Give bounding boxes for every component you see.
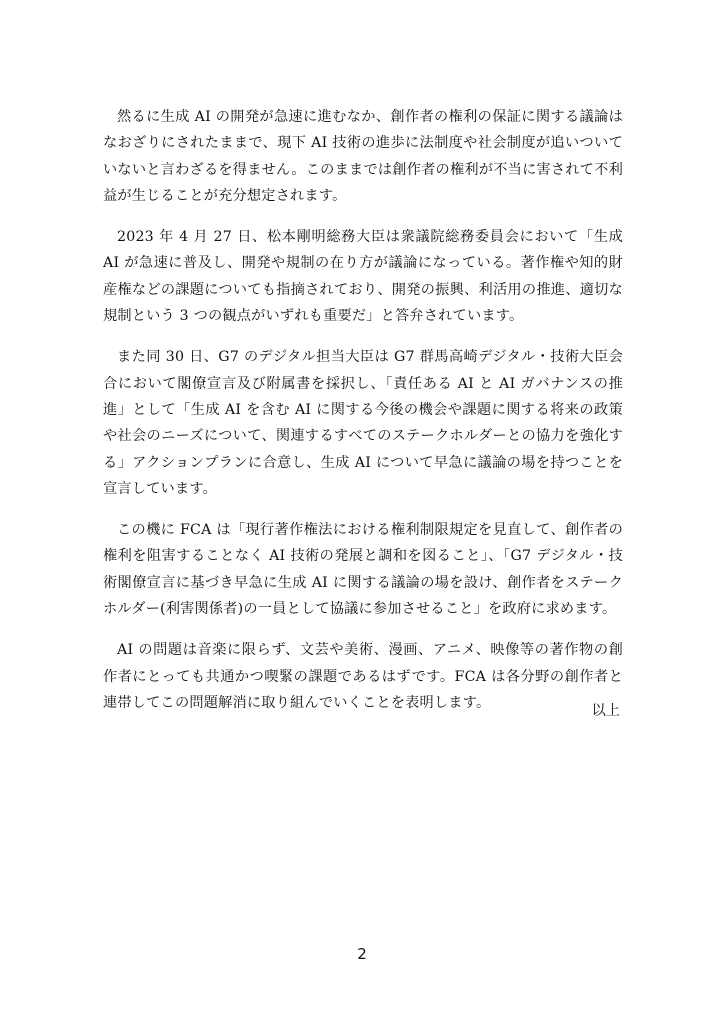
paragraph-fca-request: この機に FCA は「現行著作権法における権利制限規定を見直して、創作者の権利を阻害することなく AI 技術の発展と調和を図ること」、「G7 デジタル・技術閣僚宣言に基づき早急に生成 AI に関する議論の場を設け、創作者をステークホルダー(利害関係者)の一員として協議に参加させること」を政府に求めます。 bbox=[103, 522, 623, 618]
paragraph-minister-statement: 2023 年 4 月 27 日、松本剛明総務大臣は衆議院総務委員会において「生成 AI が急速に普及し、開発や規制の在り方が議論になっている。著作権や知的財産権などの課題についても指摘されており、開発の振興、利活用の推進、適切な規制という 3 つの観点がいずれも重要だ」と答弁されています。 bbox=[103, 229, 623, 325]
paragraph-concern: 然るに生成 AI の開発が急速に進むなか、創作者の権利の保証に関する議論はなおざりにされたままで、現下 AI 技術の進歩に法制度や社会制度が追いついていないと言わざるを得ません。このままでは創作者の権利が不当に害されて不利益が生じることが充分想定されます。 bbox=[103, 109, 623, 204]
closing-mark: 以上 bbox=[591, 703, 620, 719]
document-body bbox=[103, 104, 623, 731]
page-number: 2 bbox=[357, 945, 367, 963]
paragraph-fca-commitment: AI の問題は音楽に限らず、文芸や美術、漫画、アニメ、映像等の著作物の創作者にとっても共通かつ喫緊の課題であるはずです。FCA は各分野の創作者と連帯してこの問題解消に取り組んでいくことを表明します。 bbox=[103, 642, 623, 711]
paragraph-g7-declaration: また同 30 日、G7 のデジタル担当大臣は G7 群馬高崎デジタル・技術大臣会合において閣僚宣言及び附属書を採択し、「責任ある AI と AI ガバナンスの推進」として「生成 AI を含む AI に関する今後の機会や課題に関する将来の政策や社会のニーズについて、関連するすべてのステークホルダーとの協力を強化する」アクションプランに合意し、生成 AI について早急に議論の場を持つことを宣言しています。 bbox=[103, 349, 623, 497]
